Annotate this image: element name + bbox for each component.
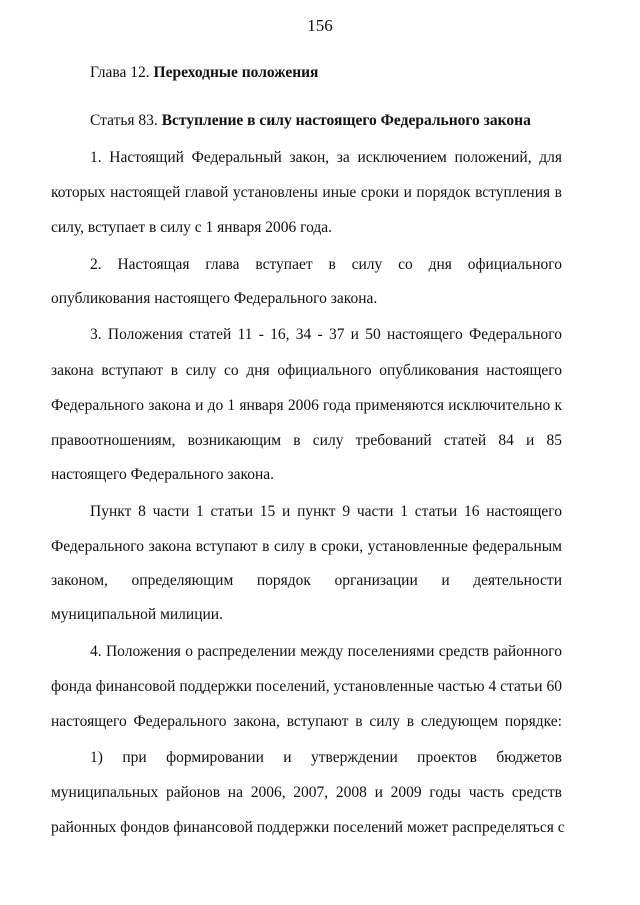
text-line: 3. Положения статей 11 - 16, 34 - 37 и 50 настоящего Федерального <box>90 326 562 343</box>
text-line: муниципальной милиции. <box>51 606 223 623</box>
text-line: опубликования настоящего Федерального закона. <box>51 290 378 307</box>
text-line: настоящего Федерального закона, вступают в силу в следующем порядке: <box>51 713 562 730</box>
text-line: правоотношениям, возникающим в силу требований статей 84 и 85 <box>51 432 562 449</box>
article-title: Вступление в силу настоящего Федерального закона <box>161 112 531 129</box>
article-heading <box>90 111 562 131</box>
chapter-heading <box>90 63 562 83</box>
text-line: фонда финансовой поддержки поселений, установленные частью 4 статьи 60 <box>51 678 562 695</box>
text-line: 4. Положения о распределении между поселениями средств районного <box>90 643 562 660</box>
chapter-prefix: Глава 12. <box>90 64 154 81</box>
text-line: Федерального закона вступают в силу в сроки, установленные федеральным <box>51 538 562 555</box>
text-line: 1) при формировании и утверждении проектов бюджетов <box>90 749 562 766</box>
text-line: закона вступают в силу со дня официального опубликования настоящего <box>51 362 562 379</box>
text-line: Пункт 8 части 1 статьи 15 и пункт 9 части 1 статьи 16 настоящего <box>90 503 562 520</box>
text-line: силу, вступает в силу с 1 января 2006 года. <box>51 219 333 236</box>
text-line: 2. Настоящая глава вступает в силу со дня официального <box>90 256 562 273</box>
text-line: муниципальных районов на 2006, 2007, 2008 и 2009 годы часть средств <box>51 784 562 801</box>
text-line: законом, определяющим порядок организации и деятельности <box>51 572 562 589</box>
text-line: которых настоящей главой установлены иные сроки и порядок вступления в <box>51 184 562 201</box>
page-number: 156 <box>307 16 333 35</box>
article-prefix: Статья 83. <box>90 112 162 129</box>
text-line: 1. Настоящий Федеральный закон, за исключением положений, для <box>90 149 562 166</box>
text-line: Федерального закона и до 1 января 2006 года применяются исключительно к <box>51 397 562 414</box>
chapter-title: Переходные положения <box>153 64 319 81</box>
text-line: районных фондов финансовой поддержки поселений может распределяться с <box>51 819 565 836</box>
text-line: настоящего Федерального закона. <box>51 466 275 483</box>
